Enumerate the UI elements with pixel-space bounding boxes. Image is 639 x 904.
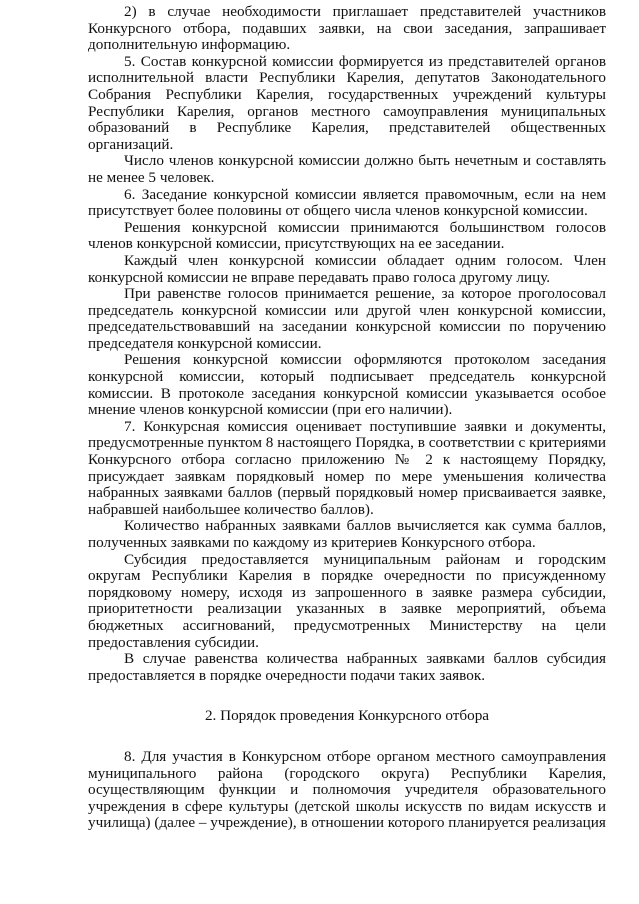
section-heading: 2. Порядок проведения Конкурсного отбора [204, 707, 490, 725]
paragraph-7: 7. Конкурсная комиссия оценивает поступившие заявки и документы, предусмотренные пунктом 8 настоящего Порядка, в соответствии с критериями Конкурсного отбора согласно приложению № 2 к настоящему Порядку, присуждает заявкам порядковый номер по мере уменьшения количества набранных заявками баллов (первый порядковый номер присваивается заявке, набравшей наибольшее количество баллов). [88, 417, 606, 518]
paragraph-one-vote: Каждый член конкурсной комиссии обладает одним голосом. Член конкурсной комиссии не вправе передавать право голоса другому лицу. [88, 251, 606, 286]
paragraph-protocol: Решения конкурсной комиссии оформляются протоколом заседания конкурсной комиссии, который подписывает председатель конкурсной комиссии. В протоколе заседания конкурсной комиссии указывается особое мнение членов конкурсной комиссии (при его наличии). [88, 351, 606, 419]
document-page [88, 4, 606, 832]
paragraph-members-count: Число членов конкурсной комиссии должно быть нечетным и составлять не менее 5 человек. [88, 152, 606, 186]
paragraph-5: 5. Состав конкурсной комиссии формируется из представителей органов исполнительной власти Республики Карелия, депутатов Законодательного Собрания Республики Карелия, государственных учреждений культуры Республики Карелия, органов местного самоуправления муниципальных образований в Республике Карелия, представителей общественных организаций. [88, 52, 606, 153]
paragraph-score-sum: Количество набранных заявками баллов вычисляется как сумма баллов, полученных заявками по каждому из критериев Конкурсного отбора. [88, 517, 606, 551]
paragraph-2-2: 2) в случае необходимости приглашает представителей участников Конкурсного отбора, подавших заявки, на свои заседания, запрашивает дополнительную информацию. [88, 3, 606, 54]
paragraph-6: 6. Заседание конкурсной комиссии является правомочным, если на нем присутствует более половины от общего числа членов конкурсной комиссии. [88, 185, 606, 220]
paragraph-8: 8. Для участия в Конкурсном отборе органом местного самоуправления муниципального района (городского округа) Республики Карелия, осуществляющим функции и полномочия учредителя образовательного учреждения в сфере культуры (детской школы искусств по видам искусств и училища) (далее – учреждение), в отношении которого планируется реализация [88, 747, 606, 832]
paragraph-subsidy: Субсидия предоставляется муниципальным районам и городским округам Республики Карелия в порядке очередности по присужденному порядковому номеру, исходя из запрошенного в заявке размера субсидии, приоритетности реализации указанных в заявке мероприятий, объема бюджетных ассигнований, предусмотренных Министерству на цели предоставления субсидии. [88, 550, 606, 651]
paragraph-decisions: Решения конкурсной комиссии принимаются большинством голосов членов конкурсной комиссии, присутствующих на ее заседании. [88, 218, 606, 253]
paragraph-equal-score: В случае равенства количества набранных заявками баллов субсидия предоставляется в порядке очередности подачи таких заявок. [88, 650, 606, 684]
paragraph-tie-votes: При равенстве голосов принимается решение, за которое проголосовал председатель конкурсной комиссии или другой член конкурсной комиссии, председательствовавший на заседании конкурсной комиссии по поручению председателя конкурсной комиссии. [88, 285, 606, 352]
